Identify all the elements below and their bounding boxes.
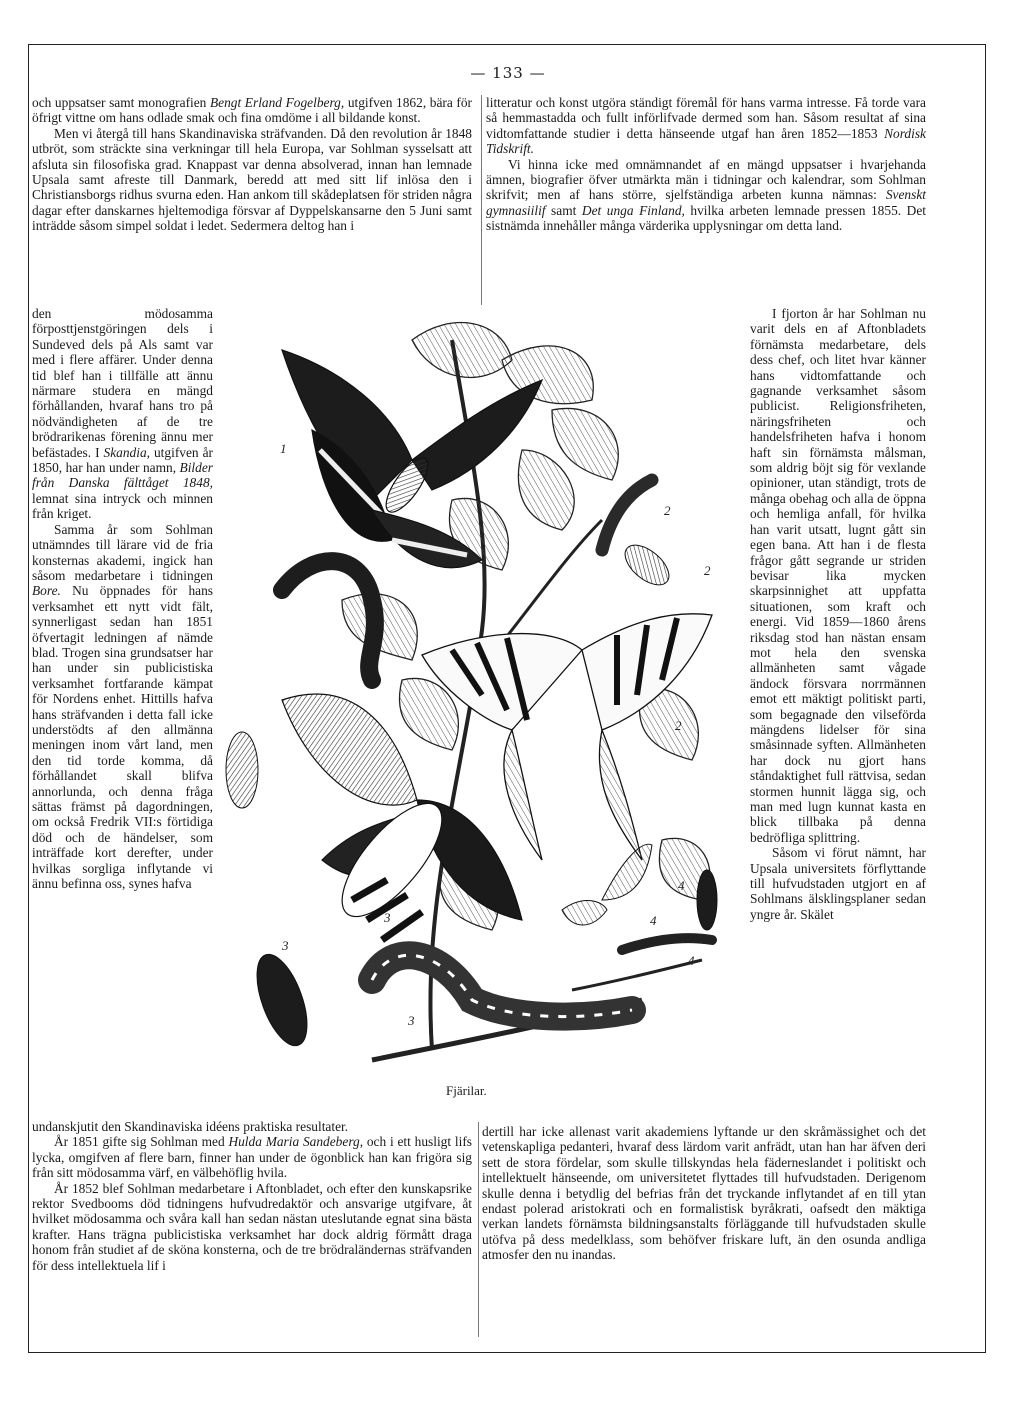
paragraph: undanskjutit den Skandinaviska idéens praktiska resultater.	[32, 1119, 349, 1134]
paragraph: Samma år som Sohlman utnämndes till lärare vid de fria konsternas akademi, ingick han såsom medarbetare i tidningen Bore. Nu öppnades för hans verksamhet ett nytt vidt fält, synnerligast sedan han 1851 öfvertagit ledningen af nämde blad. Trogen sina grundsatser har han under sin publicistiska verksamhet fortfarande kämpat för Nordens enhet. Hittills hafva hans sträfvanden i detta fall icke understödts af den allmänna meningen inom vårt land, men den tid torde komma, då förhållandet skall blifva annorlunda, och denna fråga sättas främst på dagordningen, om också Fredrik VII:s förtidiga död och de händelser, som inträffade kort derefter, under hvilkas sorgliga inflytande vi ännu befinna oss, synes hafva	[32, 521, 213, 892]
text-column-left-narrow	[32, 306, 213, 891]
fig-number: 3	[384, 910, 391, 925]
fig-number: 3	[408, 1013, 415, 1028]
chrysalis-2	[618, 538, 676, 593]
fig-number: 2	[704, 563, 711, 578]
paragraph: Såsom vi förut nämnt, har Upsala universitets förflyttande till hufvudstaden utgjort en af Sohlmans älsklingsplaner sedan yngre år. Skälet	[750, 845, 926, 922]
text-column-right-narrow	[750, 306, 926, 922]
paragraph: och uppsatser samt monografien Bengt Erland Fogelberg, utgifven 1862, bära för öfrigt vittne om hans odlade smak och fina omdöme i all bildande konst.	[32, 95, 472, 126]
page-number: — 133 —	[470, 64, 546, 82]
caterpillar-2	[602, 480, 652, 550]
paragraph: dertill har icke allenast varit akademiens lyftande ur den skråmässighet och det vetenskapliga pedanteri, hvaraf dess lärdom varit anfrädt, utan han har äfven deri sett de stora fördelar, som skulle tillskyndas hela fäderneslandet i politiskt och intellektuelt hänseende, om universitetet flyttades till hufvudstaden. Derigenom skulle denna i betydlig del befrias från det tryckande inflytandet af en till ytan endast polerad aristokrati och en formalistisk byråkrati, oafsedt den mäktiga verkan landets förnämsta bildningsanstalts förläggande till hufvudstaden skulle utöfva på dess medelklass, som behöfver friskare luft, än den osunda andliga atmosfer den nu inandas.	[482, 1124, 926, 1263]
fig-number: 1	[280, 441, 287, 456]
twig-right	[572, 960, 702, 990]
text-column-left-top	[32, 95, 472, 234]
paragraph: År 1852 blef Sohlman medarbetare i Aftonbladet, och efter den kunskapsrike rektor Svedbooms död tidningens hufvudredaktör och ansvarige utgifvare, åt hvilket mödosamma och svåra kall han sedan nästan uteslutande egnat sina bästa krafter. Hans trägna publicistiska verksamhet har dock aldrig förmått draga honom från studiet af de sköna konsterna, och de tre brödraländernas sträfvanden för dess intellektuela lif i	[32, 1180, 472, 1273]
butterfly-illustration	[222, 300, 740, 1070]
chrysalis-1	[226, 732, 258, 808]
paragraph: den mödosamma förposttjenstgöringen dels i Sundeved dels på Als samt var med i flere affärer. Under denna tid blef han i tillfälle att ännu närmare studera en mängd förhållanden, hvaraf hans tro på nödvändigheten af de tre brödrarikenas förening ännu mer befästades. I Skandia, utgifven år 1850, har han under namn, Bilder från Danska fälttåget 1848, lemnat sina intryck och minnen från kriget.	[32, 306, 213, 522]
column-divider-bottom	[478, 1122, 479, 1337]
paragraph: I fjorton år har Sohlman nu varit dels en af Aftonbladets förnämsta medarbetare, dels dess chef, och litet hvar känner hans vidtomfattande och gagnande verksamhet såsom publicist. Religionsfriheten, näringsfriheten och handelsfriheten hafva i honom haft sin förnämsta målsman, som aldrig böjt sig för vexlande opinioner, utan ständigt, trots de många obehag och alla de öppna och hemliga anfall, för hvilka han varit utsatt, lugnt gått sin egen bana. Att han i de flesta frågor gått segrande ur striden bevisar lika mycken skarpsinnighet att uppfatta situationen, som kraft och energi. Vid 1859—1860 årens riksdag stod han nästan ensam mot hela den svenska allmänheten samt vågade ändock försvara norrmännen emot ett mäktigt politiskt parti, som begagnade den vilseförda mängdens lidelser för sina småsinnade syften. Allmänheten har dock nu gjort hans ståndaktighet full rättvisa, sedan stormen hunnit lägga sig, och man med lugn kunnat kasta en blick tillbaka på denna bedröfliga splittring.	[750, 306, 926, 845]
fig-number: 4	[678, 878, 685, 893]
fig-number: 2	[675, 718, 682, 733]
fig-number: 4	[650, 913, 657, 928]
moth-3	[282, 694, 522, 940]
paragraph: Men vi återgå till hans Skandinaviska sträfvanden. Då den revolution år 1848 utbröt, som sträckte sina verkningar till hela Europa, var Sohlman sysselsatt att afsluta sin filosofiska grad. Knappast var denna absolverad, innan han lemnade Upsala samt afreste till Danmark, beredd att med sitt lif inlösa den i Christiansborgs ridhus svurna eden. Han ankom till skådeplatsen för striden några dagar efter danskarnes hjeltemodiga försvar af Dyppelskansarne den 5 Juni samt inträdde såsom simpel soldat i ledet. Sedermera deltog han i	[32, 125, 472, 234]
text-column-right-top	[486, 95, 926, 234]
paragraph: litteratur och konst utgöra ständigt föremål för hans varma intresse. Få torde vara så hemmastadda och fullt införlifvade dermed som han. Såsom resultat af sina vidtomfattande studier i detta hänseende utgaf han åren 1852—1853 Nordisk Tidskrift.	[486, 95, 926, 157]
caterpillar-4	[622, 938, 712, 950]
paragraph: Vi hinna icke med omnämnandet af en mängd uppsatser i hvarjehanda ämnen, biografier öfver utmärkta män i tidningar och kalendrar, som Sohlman skrifvit; men af hans större, sjelfständiga arbeten kunna nämnas: Svenskt gymnasiilif samt Det unga Finland, hvilka arbeten lemnade pressen 1855. Det sistnämda innehåller många värderika upplysningar om detta land.	[486, 156, 927, 234]
fig-number: 2	[664, 503, 671, 518]
paragraph: År 1851 gifte sig Sohlman med Hulda Maria Sandeberg, och i ett husligt lifs lycka, omgifven af flere barn, finner han under de ögonblick han kan frigöra sig från sitt mödosamma värf, en välbehöflig hvila.	[32, 1134, 472, 1181]
column-divider-top	[481, 95, 482, 305]
figure-caption: Fjärilar.	[446, 1083, 487, 1098]
chrysalis-4	[697, 870, 717, 930]
small-butterfly-4	[562, 844, 652, 925]
text-column-right-bottom	[482, 1124, 926, 1263]
fig-number: 4	[688, 953, 695, 968]
fig-number: 3	[282, 938, 289, 953]
chrysalis-3	[247, 948, 317, 1052]
page-number-value: 133	[492, 64, 524, 82]
text-column-left-bottom	[32, 1119, 472, 1273]
butterfly-engraving	[222, 300, 740, 1070]
